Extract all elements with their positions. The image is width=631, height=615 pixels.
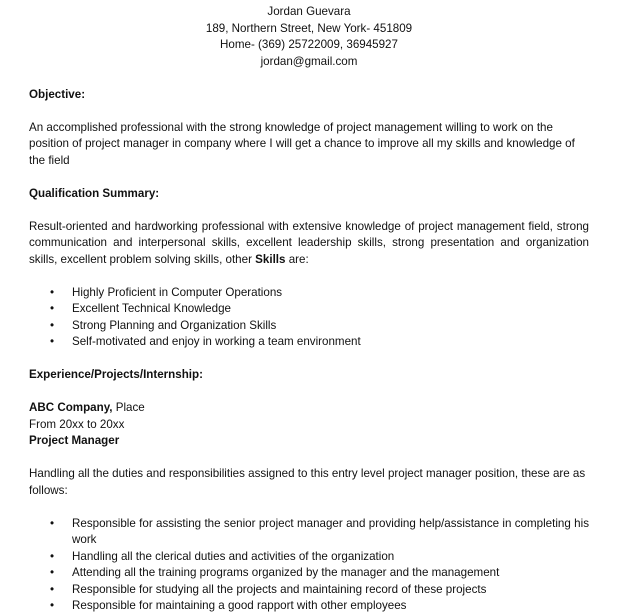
employment-period: From 20xx to 20xx (29, 417, 125, 431)
bullet-icon: • (50, 549, 55, 563)
job-title: Project Manager (29, 434, 120, 447)
bullet-icon: • (50, 318, 55, 332)
phone: Home- (369) 25722009, 36945927 (220, 38, 398, 51)
bullet-icon: • (50, 302, 55, 315)
company-line (29, 400, 589, 417)
experience-heading: Experience/Projects/Internship: (29, 368, 203, 381)
objective-text: An accomplished professional with the strong knowledge of project management willing to work on the position of project manager in company where I will get a chance to improve all my skills and knowledge of the field (29, 120, 575, 167)
duty-text: Handling all the clerical duties and activities of the organization (72, 549, 395, 563)
duty-text: Responsible for assisting the senior project manager and providing help/assistance in completing his work (72, 516, 589, 546)
qualification-text (29, 219, 589, 269)
qualification-text-skills: Skills (255, 252, 286, 266)
skill-text: Strong Planning and Organization Skills (72, 318, 277, 332)
list-item (29, 598, 589, 615)
bullet-icon: • (50, 516, 55, 530)
duties-list (29, 516, 589, 615)
list-item (29, 565, 589, 582)
bullet-icon: • (50, 582, 55, 596)
resume-page (29, 4, 589, 615)
duty-text: Attending all the training programs organized by the manager and the management (72, 566, 500, 579)
duty-text: Responsible for maintaining a good rapport with other employees (72, 599, 407, 612)
list-item (29, 301, 589, 318)
email: jordan@gmail.com (260, 54, 358, 68)
list-item (29, 516, 589, 549)
bullet-icon: • (50, 599, 55, 612)
duties-intro: Handling all the duties and responsibilities assigned to this entry level project manager position, these are as follows: (29, 467, 586, 497)
bullet-icon: • (50, 335, 55, 348)
list-item (29, 318, 589, 335)
bullet-icon: • (50, 285, 55, 299)
list-item (29, 334, 589, 351)
skills-list (29, 285, 589, 351)
qualification-text-main: Result-oriented and hardworking professional with extensive knowledge of project management field, strong communication and interpersonal skills, excellent leadership skills, strong presentation and organization skills, excellent problem solving skills, other (29, 219, 589, 266)
objective-heading: Objective: (29, 87, 86, 101)
address: 189, Northern Street, New York- 451809 (205, 21, 413, 35)
skill-text: Excellent Technical Knowledge (72, 302, 231, 315)
skill-text: Highly Proficient in Computer Operations (72, 285, 283, 299)
duty-text: Responsible for studying all the projects and maintaining record of these projects (72, 582, 487, 596)
contact-header (29, 4, 589, 70)
bullet-icon: • (50, 566, 55, 579)
company-name: ABC Company, (29, 401, 113, 414)
qualification-text-end: are: (285, 252, 309, 266)
company-place: Place (112, 401, 145, 414)
qualification-heading: Qualification Summary: (29, 186, 160, 200)
list-item (29, 285, 589, 302)
candidate-name: Jordan Guevara (267, 5, 351, 18)
list-item (29, 549, 589, 566)
list-item (29, 582, 589, 599)
skill-text: Self-motivated and enjoy in working a team environment (72, 335, 361, 348)
